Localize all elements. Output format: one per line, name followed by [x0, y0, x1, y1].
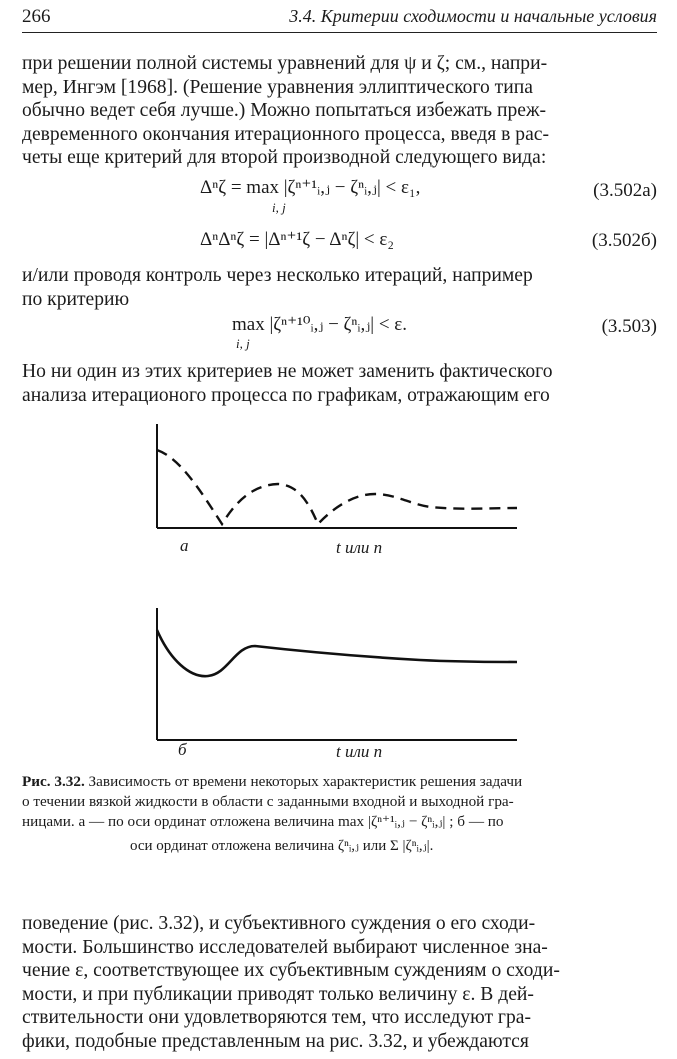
equation-number: (3.503)	[601, 316, 657, 337]
text-line: ствительности они удовлетворяются тем, что исследуют гра-	[22, 1007, 531, 1028]
figure-svg	[0, 410, 677, 770]
equation-subscript: i, j	[272, 200, 286, 215]
text-line: и/или проводя контроль через несколько итераций, например	[22, 265, 533, 286]
panel-b-curve	[157, 630, 517, 676]
transition-paragraph	[22, 360, 657, 407]
panel-a-xlabel: t или n	[336, 538, 383, 557]
panel-a-curve	[157, 450, 517, 524]
running-header	[22, 6, 657, 33]
equation-3-502b: ΔⁿΔⁿζ = |Δⁿ⁺¹ζ − Δⁿζ| < ε₂	[200, 229, 394, 250]
text-line: мости. Большинство исследователей выбирают численное зна-	[22, 936, 548, 958]
equation-number: (3.502а)	[593, 180, 657, 201]
equation-subscript: i, j	[236, 336, 250, 351]
text-line: мости, и при публикации приводят только величину ε. В дей-	[22, 983, 534, 1005]
text-line: чение ε, соответствующее их субъективным суждениям о сходи-	[22, 960, 560, 981]
panel-a-label: а	[180, 536, 189, 555]
closing-paragraph	[22, 912, 657, 1053]
panel-b-xlabel: t или n	[336, 742, 383, 761]
panel-b-label: б	[178, 740, 187, 759]
text-line: поведение (рис. 3.32), и субъективного суждения о его сходи-	[22, 913, 536, 934]
text-line: фики, подобные представленным на рис. 3.32, и убеждаются	[22, 1030, 529, 1052]
figure-3-32	[0, 410, 677, 770]
caption-line: о течении вязкой жидкости в области с заданными входной и выходной гра-	[22, 793, 514, 810]
text-line: мер, Ингэм [1968]. (Решение уравнения эллиптического типа	[22, 76, 533, 98]
caption-line: ницами. а — по оси ординат отложена величина max |ζⁿ⁺¹ᵢ,ⱼ − ζⁿᵢ,ⱼ| ; б — по	[22, 813, 504, 830]
text-line: по критерию	[22, 288, 130, 310]
text-line: четы еще критерий для второй производной следующего вида:	[22, 147, 547, 168]
caption-prefix: Рис. 3.32.	[22, 773, 85, 790]
text-line: девременного окончания итерационного процесса, введя в рас-	[22, 123, 550, 145]
text-line: обычно ведет себя лучше.) Можно попытаться избежать преж-	[22, 100, 547, 121]
figure-caption	[22, 772, 657, 832]
equation-3-503: max |ζⁿ⁺¹⁰ᵢ,ⱼ − ζⁿᵢ,ⱼ| < ε.	[232, 314, 408, 335]
page-number: 266	[22, 6, 51, 27]
text-line: при решении полной системы уравнений для ψ и ζ; см., напри-	[22, 53, 548, 74]
caption-line: Зависимость от времени некоторых характеристик решения задачи	[84, 773, 523, 790]
caption-formula-line: оси ординат отложена величина ζⁿᵢ,ⱼ или Σ |ζⁿᵢ,ⱼ|.	[130, 838, 434, 854]
middle-paragraph	[22, 264, 657, 311]
text-line: Но ни один из этих критериев не может заменить фактического	[22, 361, 553, 382]
intro-paragraph	[22, 52, 657, 170]
equation-number: (3.502б)	[591, 230, 657, 251]
equation-3-502a: Δⁿζ = max |ζⁿ⁺¹ᵢ,ⱼ − ζⁿᵢ,ⱼ| < ε₁,	[200, 177, 421, 198]
text-line: анализа итерационого процесса по графикам, отражающим его	[22, 384, 550, 406]
section-title: 3.4. Критерии сходимости и начальные условия	[289, 6, 657, 26]
